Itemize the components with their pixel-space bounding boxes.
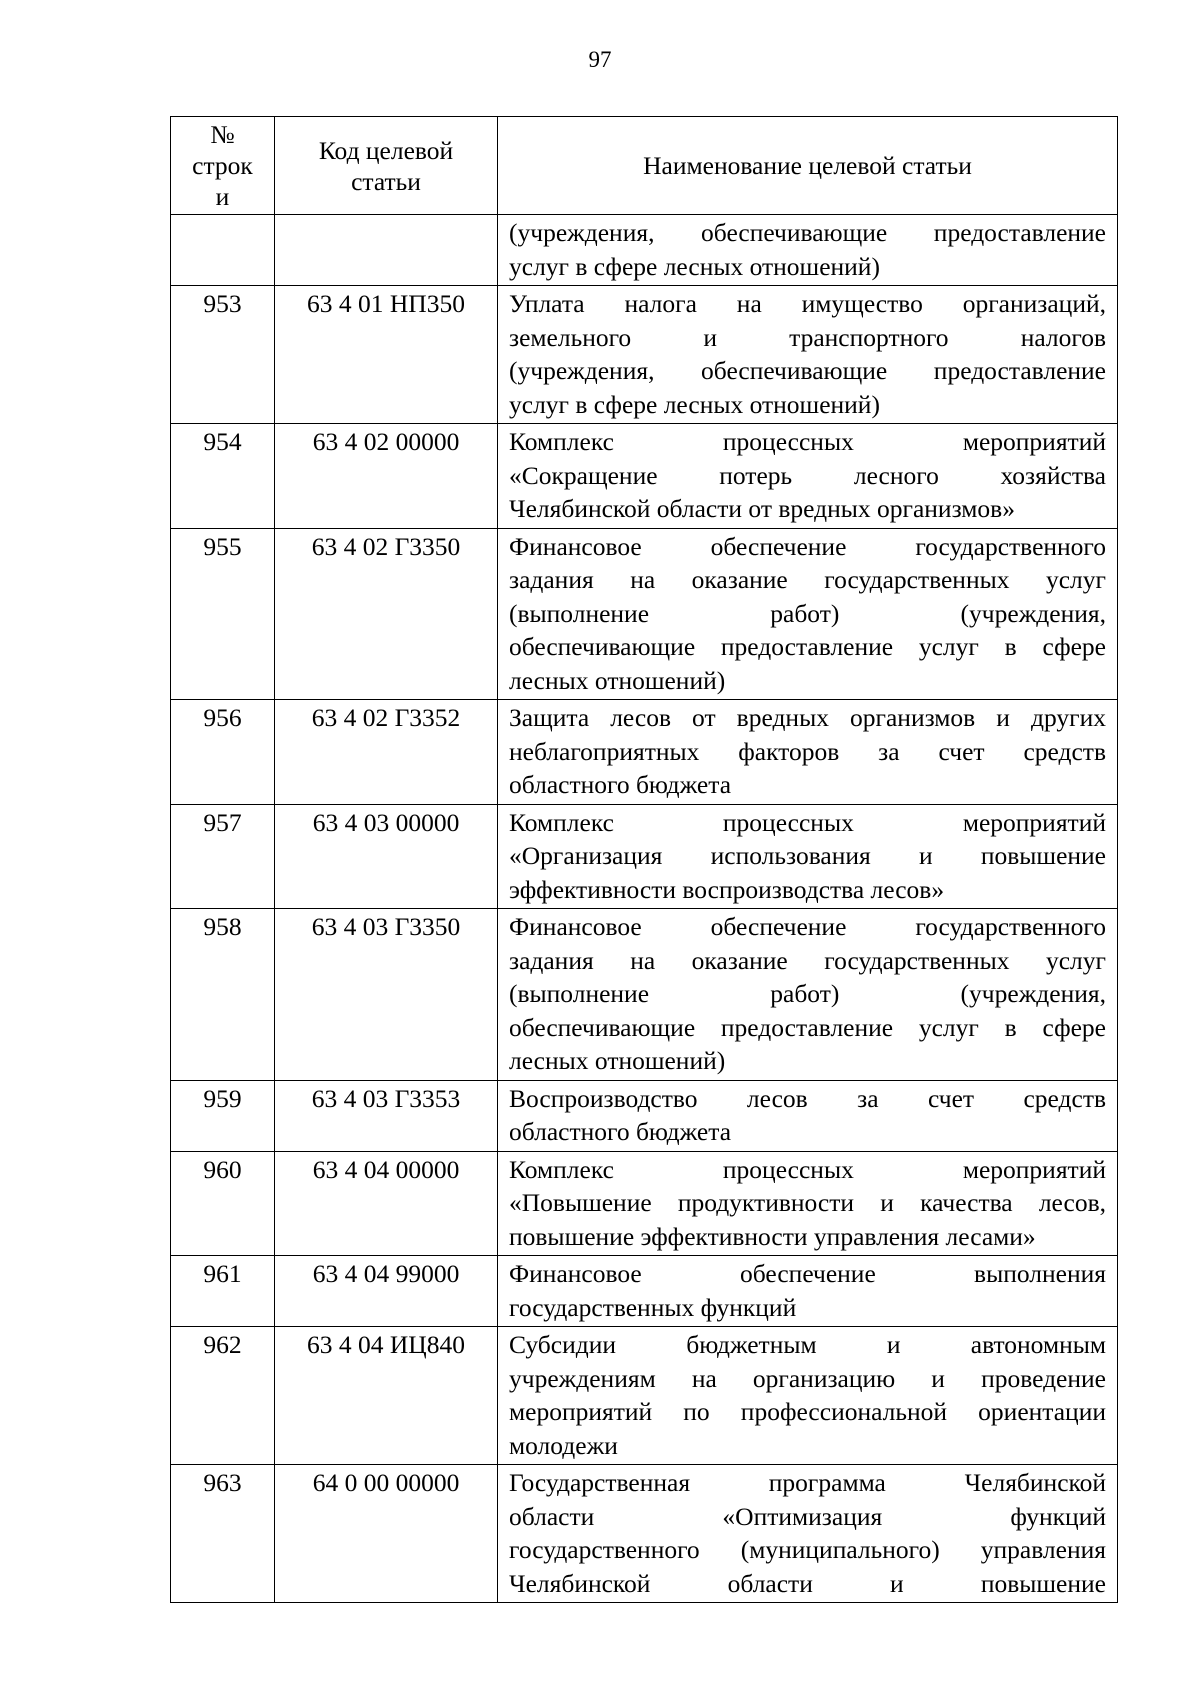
- target-name-line: эффективности воспроизводства лесов»: [509, 874, 945, 904]
- target-name-cell: [498, 1327, 1118, 1465]
- target-name-line: обеспечивающие предоставление услуг в сфере: [509, 632, 1106, 661]
- row-number-cell: 961: [171, 1256, 275, 1327]
- target-name-line: повышение эффективности управления лесами»: [509, 1221, 1036, 1251]
- row-number-cell: 962: [171, 1327, 275, 1465]
- row-number-cell: 953: [171, 286, 275, 424]
- target-name-line: обеспечивающие предоставление услуг в сфере: [509, 1012, 1106, 1042]
- table-header-row: [171, 117, 1118, 215]
- target-name-cell: [498, 215, 1118, 286]
- row-number-cell: 958: [171, 909, 275, 1081]
- target-code-cell: 63 4 02 Г3352: [275, 700, 498, 805]
- target-name-line: молодежи: [509, 1430, 618, 1460]
- row-number-cell: 955: [171, 528, 275, 700]
- target-name-line: неблагоприятных факторов за счет средств: [509, 736, 1106, 766]
- target-code-cell: [275, 215, 498, 286]
- target-code-cell: 63 4 01 НП350: [275, 286, 498, 424]
- target-name-line: «Организация использования и повышение: [509, 841, 1106, 870]
- target-name-cell: [498, 1151, 1118, 1256]
- target-code-cell: 63 4 03 00000: [275, 804, 498, 909]
- target-name-line: Финансовое обеспечение государственного: [509, 912, 1106, 941]
- target-name-line: государственного (муниципального) управления: [509, 1535, 1106, 1564]
- target-name-line: услуг в сфере лесных отношений): [509, 251, 880, 281]
- target-name-line: учреждениям на организацию и проведение: [509, 1363, 1106, 1393]
- target-name-line: земельного и транспортного налогов: [509, 322, 1106, 352]
- target-name-line: задания на оказание государственных услуг: [509, 945, 1106, 975]
- row-number-cell: 954: [171, 424, 275, 529]
- row-number-cell: 960: [171, 1151, 275, 1256]
- table-row: [171, 1327, 1118, 1465]
- target-name-cell: [498, 1080, 1118, 1151]
- target-name-line: задания на оказание государственных услуг: [509, 565, 1106, 594]
- target-code-cell: 63 4 02 Г3350: [275, 528, 498, 700]
- table-row: [171, 1151, 1118, 1256]
- target-name-line: Комплекс процессных мероприятий: [509, 807, 1106, 837]
- table-row: [171, 286, 1118, 424]
- target-code-cell: 64 0 00 00000: [275, 1465, 498, 1603]
- target-name-line: Воспроизводство лесов за счет средств: [509, 1083, 1106, 1113]
- table-body: [171, 215, 1118, 1603]
- row-number-cell: 956: [171, 700, 275, 805]
- target-code-cell: 63 4 04 00000: [275, 1151, 498, 1256]
- target-code-cell: 63 4 03 Г3350: [275, 909, 498, 1081]
- target-name-line: «Повышение продуктивности и качества лесов,: [509, 1188, 1106, 1217]
- table-row: [171, 528, 1118, 700]
- page-number: 97: [588, 47, 612, 72]
- target-name-line: государственных функций: [509, 1292, 797, 1322]
- target-name-line: Финансовое обеспечение государственного: [509, 531, 1106, 561]
- target-name-line: Защита лесов от вредных организмов и других: [509, 703, 1106, 732]
- target-name-cell: [498, 804, 1118, 909]
- target-name-cell: [498, 528, 1118, 700]
- row-number-cell: [171, 215, 275, 286]
- target-name-line: услуг в сфере лесных отношений): [509, 389, 880, 419]
- row-number-cell: 957: [171, 804, 275, 909]
- target-code-cell: 63 4 04 99000: [275, 1256, 498, 1327]
- row-number-cell: 963: [171, 1465, 275, 1603]
- target-name-cell: [498, 1465, 1118, 1603]
- target-name-line: областного бюджета: [509, 1117, 732, 1146]
- target-name-line: Челябинской области от вредных организмов»: [509, 494, 1015, 523]
- target-code-cell: 63 4 04 ИЦ840: [275, 1327, 498, 1465]
- target-code-cell: 63 4 03 Г3353: [275, 1080, 498, 1151]
- target-name-cell: [498, 424, 1118, 529]
- target-code-cell: 63 4 02 00000: [275, 424, 498, 529]
- target-name-line: (учреждения, обеспечивающие предоставление: [509, 356, 1106, 385]
- target-name-line: Комплекс процессных мероприятий: [509, 427, 1106, 456]
- target-name-cell: [498, 286, 1118, 424]
- header-row-number: № строк и: [171, 117, 275, 215]
- target-name-line: Уплата налога на имущество организаций,: [509, 289, 1106, 318]
- target-name-line: (выполнение работ) (учреждения,: [509, 979, 1106, 1008]
- row-number-cell: 959: [171, 1080, 275, 1151]
- table-row: [171, 424, 1118, 529]
- target-name-cell: [498, 1256, 1118, 1327]
- target-name-line: Субсидии бюджетным и автономным: [509, 1330, 1106, 1359]
- target-name-line: Государственная программа Челябинской: [509, 1468, 1106, 1497]
- target-name-line: Комплекс процессных мероприятий: [509, 1154, 1106, 1184]
- table-row: [171, 700, 1118, 805]
- table-row: [171, 215, 1118, 286]
- target-name-line: области «Оптимизация функций: [509, 1501, 1106, 1531]
- target-name-line: областного бюджета: [509, 770, 732, 799]
- target-name-line: «Сокращение потерь лесного хозяйства: [509, 460, 1106, 490]
- target-name-line: (выполнение работ) (учреждения,: [509, 598, 1106, 628]
- target-name-line: (учреждения, обеспечивающие предоставление: [509, 218, 1106, 247]
- target-name-cell: [498, 909, 1118, 1081]
- target-name-line: мероприятий по профессиональной ориентации: [509, 1397, 1106, 1426]
- target-name-line: Челябинской области и повышение: [509, 1568, 1106, 1598]
- target-name-line: лесных отношений): [509, 665, 726, 695]
- table-row: [171, 909, 1118, 1081]
- target-articles-table: [170, 116, 1118, 1603]
- table-row: [171, 1080, 1118, 1151]
- table-row: [171, 804, 1118, 909]
- target-name-line: лесных отношений): [509, 1046, 726, 1075]
- header-target-name: Наименование целевой статьи: [498, 117, 1118, 215]
- header-target-code: Код целевой статьи: [275, 117, 498, 215]
- target-name-cell: [498, 700, 1118, 805]
- table-row: [171, 1256, 1118, 1327]
- table-row: [171, 1465, 1118, 1603]
- target-name-line: Финансовое обеспечение выполнения: [509, 1259, 1106, 1288]
